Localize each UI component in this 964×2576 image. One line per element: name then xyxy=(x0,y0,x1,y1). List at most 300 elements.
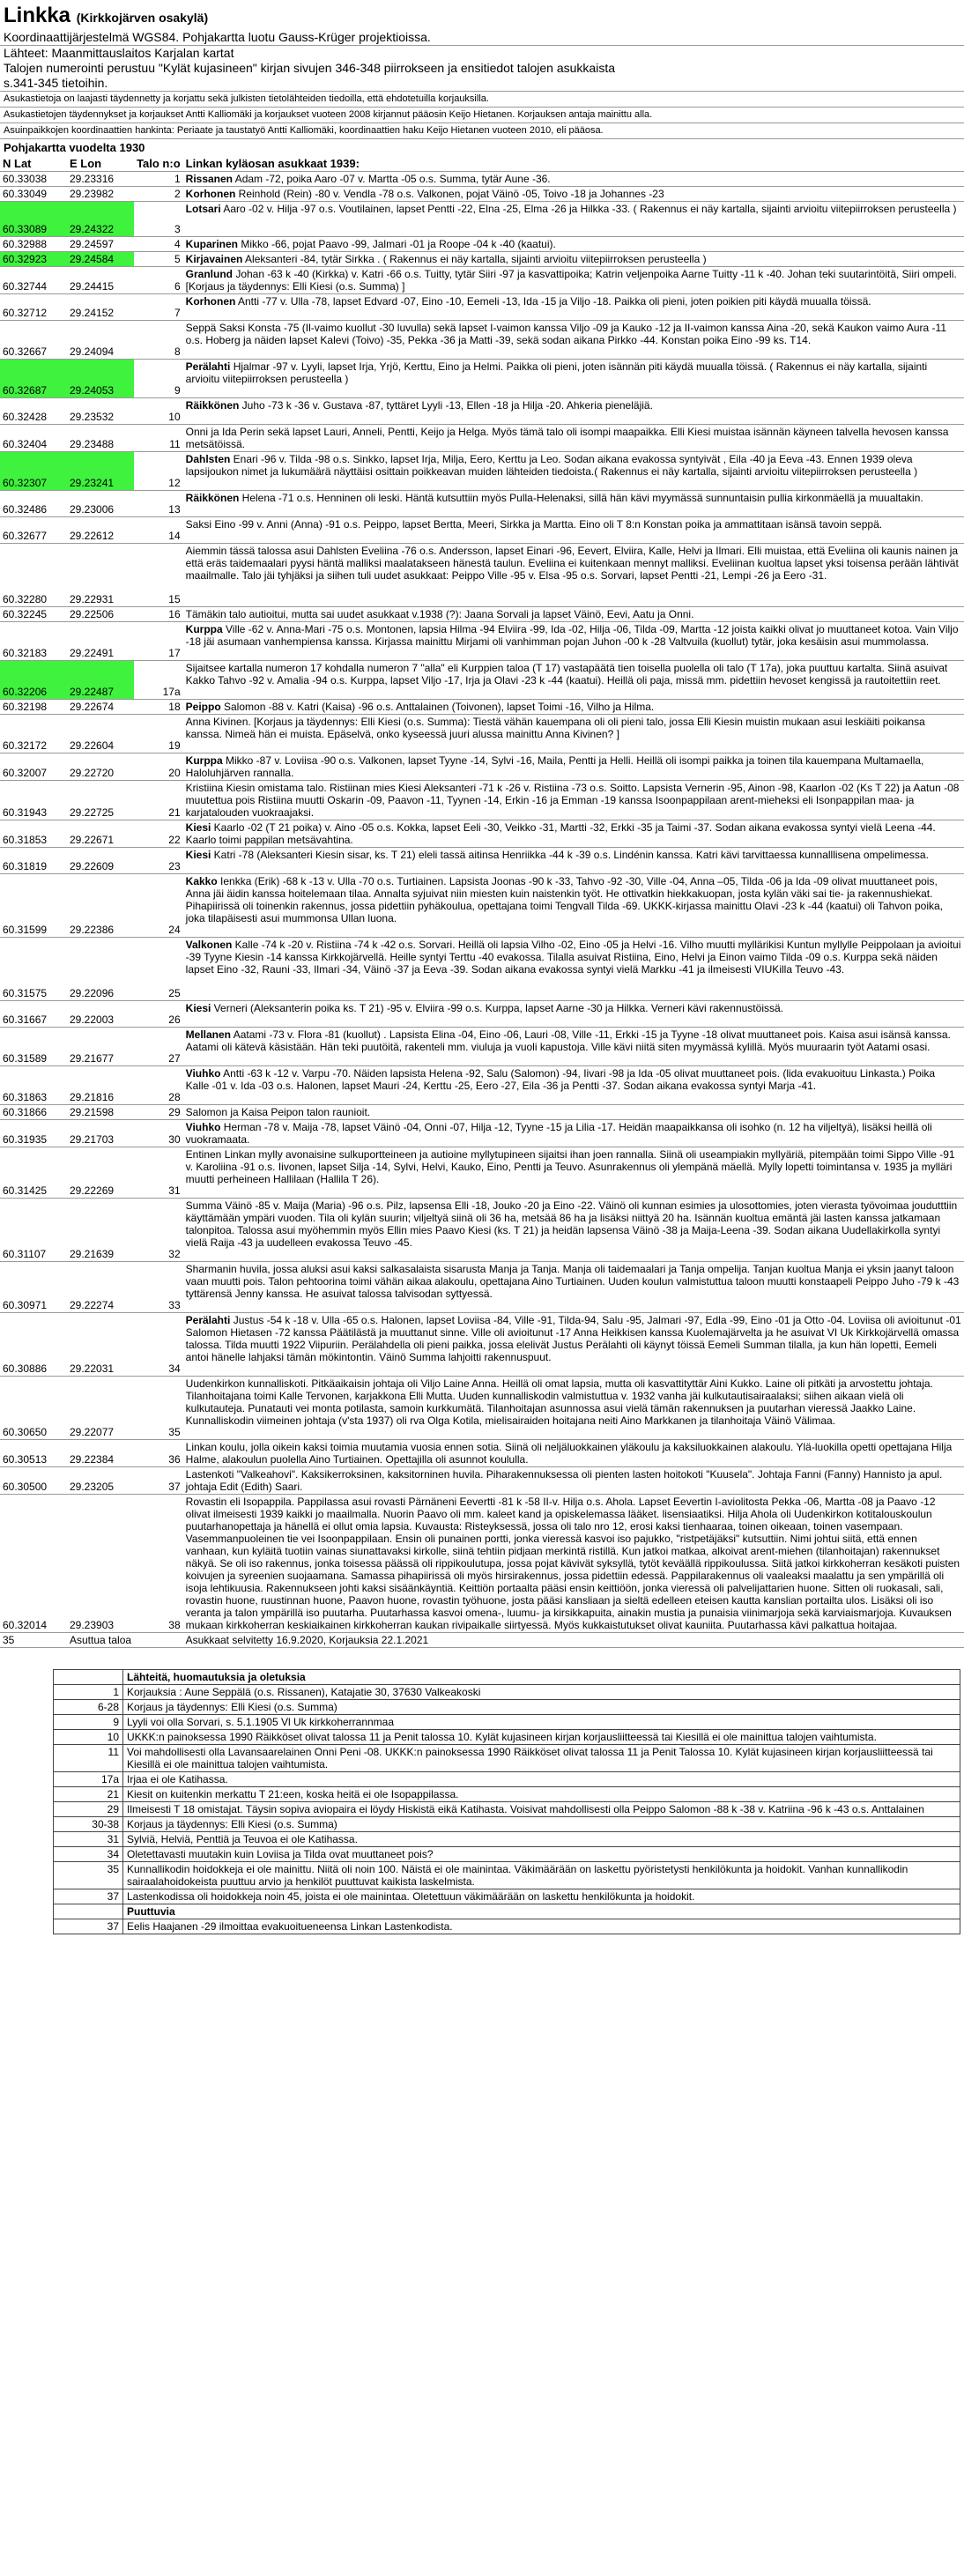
notes-table xyxy=(53,1669,960,1934)
table-row xyxy=(0,753,964,781)
residents-text-cell xyxy=(183,1199,964,1262)
note-text: Sylviä, Helviä, Penttiä ja Teuvoa ei ole Katihassa. xyxy=(123,1832,960,1847)
house-number-cell: 28 xyxy=(134,1066,183,1105)
note-text: Puuttuvia xyxy=(123,1904,960,1919)
latitude-cell: 60.32198 xyxy=(0,700,67,715)
residents-text: Enari -96 v. Tilda -98 o.s. Sinkko, lapset Irja, Milja, Eero, Kerttu ja Leo. Sodan aikana evakossa syntyivät , Eila -40 ja Eeva -43. Ennen 1939 oleva lapsijoukon nimet ja lukumäärä näyttäisi osittain poikkeavan muiden lähteiden tiedoista.( Rakennus ei näy kartalla, sijainti arvioitu viitepiirroksen perusteella ) xyxy=(185,453,918,478)
latitude-cell: 60.31863 xyxy=(0,1066,67,1105)
note-ref: 35 xyxy=(54,1862,123,1889)
table-row xyxy=(0,1199,964,1262)
longitude-cell: 29.21816 xyxy=(67,1066,134,1105)
residents-text-cell xyxy=(183,425,964,452)
residents-text: Reinhold (Rein) -80 v. Vendla -78 o.s. Valkonen, pojat Väinö -05, Toivo -18 ja Johannes -23 xyxy=(235,188,664,200)
residents-text: Sijaitsee kartalla numeron 17 kohdalla numeron 7 "alla" eli Kurppien taloa (T 17) vastapäätä tien toisella puolella oli talo (T 17a), joka puuttuu kartalta. Siinä asuivat Kakko Tahvo -92 v. Amalia -94 o.s. Kurppa, lapset Viljo -17, Irja ja Olavi -23 k -44 (kaatui). Heillä oli paja, missä mm. pidettiin hevoset kengissä ja rautoitettiin reet. xyxy=(185,662,948,687)
table-row xyxy=(0,1001,964,1028)
residents-text: Antti -77 v. Ulla -78, lapset Edvard -07, Eino -10, Eemeli -13, Ida -15 ja Viljo -18. Paikka oli pieni, joten poikien piti käydä muualla töissä. xyxy=(235,295,871,308)
latitude-cell: 60.32428 xyxy=(0,398,67,425)
family-name: Kurppa xyxy=(185,623,223,635)
table-header-row xyxy=(0,156,964,172)
longitude-cell: 29.23488 xyxy=(67,425,134,452)
latitude-cell: 60.31935 xyxy=(0,1120,67,1147)
family-name: Viuhko xyxy=(185,1121,221,1133)
residents-text: Mikko -87 v. Loviisa -90 o.s. Valkonen, lapset Tyyne -14, Sylvi -16, Maila, Pentti ja Helli. Heillä oli isompi paikka ja toinen tila kauempana Multamaella, Haloluhjärven rannalla. xyxy=(185,754,924,779)
longitude-cell: 29.22720 xyxy=(67,753,134,781)
residents-text-cell xyxy=(183,848,964,874)
longitude-cell: 29.22003 xyxy=(67,1001,134,1028)
table-row xyxy=(0,820,964,848)
note-ref: 21 xyxy=(54,1787,123,1802)
latitude-cell: 60.31667 xyxy=(0,1001,67,1028)
residents-text-cell xyxy=(183,1440,964,1467)
note-ref: 11 xyxy=(54,1745,123,1772)
table-row xyxy=(0,1147,964,1199)
table-row xyxy=(0,1495,964,1633)
house-number-cell: 2 xyxy=(134,187,183,202)
note-row xyxy=(54,1772,960,1787)
latitude-cell: 60.31819 xyxy=(0,848,67,874)
house-number-cell: 11 xyxy=(134,425,183,452)
latitude-cell: 60.30886 xyxy=(0,1313,67,1377)
residents-text-cell xyxy=(183,491,964,517)
house-number-cell: 14 xyxy=(134,517,183,544)
longitude-cell: 29.22604 xyxy=(67,715,134,753)
house-number-cell: 24 xyxy=(134,874,183,938)
latitude-cell: 60.32404 xyxy=(0,425,67,452)
latitude-cell: 60.33038 xyxy=(0,172,67,187)
longitude-cell: 29.21677 xyxy=(67,1028,134,1066)
latitude-cell: 60.32183 xyxy=(0,622,67,661)
residents-text: Uudenkirkon kunnalliskoti. Pitkäaikaisin johtaja oli Viljo Laine Anna. Heillä oli omat lapsia, mutta oli kasvattityttär Aini Kukko. Laine oli pitkäti ja arvostettu johtaja. Tilanhoitajana toimi Kalle Tervonen, karjakkona Elli Mutta. Uuden kunnalliskodin valmistuttua v. 1932 vanha jäi kulkutautisairaalaksi; siihen aikaan vielä oli kulkutauteja. Punatauti vei monta potilasta, samoin kurkkumätä. Tilanhoitajan asunnossa asui vielä tämän rakennuksen ja puutarhan vieressä Jaakko Laine. Kunnalliskodin viimeinen johtaja (v'sta 1937) oli rva Olga Kotila, mielisairaiden hoitajana neiti Aino Markkanen ja tilanhoitaja Väinö Välimaa. xyxy=(185,1377,933,1427)
note-ref: 37 xyxy=(54,1919,123,1934)
residents-text-cell xyxy=(183,938,964,1001)
residents-text: Mikko -66, pojat Paavo -99, Jalmari -01 ja Roope -04 k -40 (kaatui). xyxy=(238,238,556,250)
table-row xyxy=(0,360,964,398)
latitude-cell: 60.31575 xyxy=(0,938,67,1001)
table-row xyxy=(0,294,964,321)
residents-text: Justus -54 k -18 v. Ulla -65 o.s. Halonen, lapset Loviisa -84, Ville -91, Tilda-94, Salu -95, Jalmari -97, Edla -99, Eino -01 ja Otto -04. Loviisa oli avioitunut -01 Salomon Hietasen -72 kanssa Päätilästä ja muuttanut sinne. Ville oli avioitunut -17 Anna Heikkisen kanssa Kuolemajärvelta ja he asuivat VI Uk Kirkkojärvellä omassa talossa. Tilda muutti 1922 Viipuriin. Perälahdella oli pieni paikka, jossa elelivät Justus Perälahti oli käynyt töissä Eemeli Summan tilalla, ja kun hän lopetti, Eemeli antoi hänelle lahjaksi tämän mökintontin. Väinö Summa lahjoitti rakennuspuut. xyxy=(185,1314,961,1363)
notes-table-body xyxy=(54,1670,960,1934)
residents-text-cell xyxy=(183,544,964,607)
header-line: Koordinaattijärjestelmä WGS84. Pohjakartta luotu Gauss-Krüger projektioissa. xyxy=(0,30,964,46)
residents-text-cell xyxy=(183,1028,964,1066)
note-row xyxy=(54,1919,960,1934)
house-number-cell: 32 xyxy=(134,1199,183,1262)
note-text: Korjaus ja täydennys: Elli Kiesi (o.s. Summa) xyxy=(123,1817,960,1832)
residents-text: Helena -71 o.s. Henninen oli leski. Häntä kutsuttiin myös Pulla-Helenaksi, sillä hän kävi myymässä sunnuntaisin pullia kirkonmäellä ja muualtakin. xyxy=(239,492,923,504)
table-row xyxy=(0,1066,964,1105)
longitude-cell: 29.22384 xyxy=(67,1440,134,1467)
residents-text-cell xyxy=(183,1001,964,1028)
table-row xyxy=(0,425,964,452)
family-name: Valkonen xyxy=(185,939,233,951)
longitude-cell: 29.23241 xyxy=(67,452,134,491)
latitude-cell: 60.32923 xyxy=(0,252,67,267)
longitude-cell: 29.22491 xyxy=(67,622,134,661)
note-row xyxy=(54,1700,960,1715)
house-number-cell: 9 xyxy=(134,360,183,398)
notes-title: Lähteitä, huomautuksia ja oletuksia xyxy=(123,1670,960,1685)
latitude-cell: 60.31599 xyxy=(0,874,67,938)
residents-text-cell xyxy=(183,1105,964,1120)
house-number-cell xyxy=(134,1633,183,1648)
house-number-cell: 4 xyxy=(134,237,183,252)
longitude-cell: 29.24094 xyxy=(67,321,134,360)
longitude-cell: 29.22506 xyxy=(67,607,134,622)
note-row xyxy=(54,1832,960,1847)
note-ref: 30-38 xyxy=(54,1817,123,1832)
longitude-cell: Asuttua taloa xyxy=(67,1633,134,1648)
longitude-cell: 29.23982 xyxy=(67,187,134,202)
latitude-cell: 60.31943 xyxy=(0,781,67,820)
note-text: UKKK:n painoksessa 1990 Räikköset olivat talossa 11 ja Penit talossa 10. Kylät kujasineen kirjan korjausliitteessä tai Kiesillä ei ole mainittua talojen vaihtumista. xyxy=(123,1730,960,1745)
family-name: Kirjavainen xyxy=(185,253,243,265)
latitude-cell: 60.31853 xyxy=(0,820,67,848)
residents-text: Kalle -74 k -20 v. Ristiina -74 k -42 o.s. Sorvari. Heillä oli lapsia Vilho -02, Eino -05 ja Helvi -16. Vilho muutti myllärikisi Kuntun myllylle Peippolaan ja avioitui -39 Tyyne Kiesin -14 kanssa Kirkkojärvellä. Heille syntyi Terttu -40 evakossa. Tilalla asuivat Ristiina, Eino, Helvi ja Einon vaimo Tilda -09 o.s. Kurppa sekä näiden lapset Eino -32, Rauni -33, Ilmari -34, Väinö -37 ja Eeva -39. Sodan aikana evakossa syntyi vielä Markku -41 ja ilmeisesti VIUKilla Teuvo -43. xyxy=(185,939,961,976)
longitude-cell: 29.21703 xyxy=(67,1120,134,1147)
residents-text-cell xyxy=(183,1147,964,1199)
table-row xyxy=(0,321,964,360)
residents-text: Sharmanin huvila, jossa aluksi asui kaksi salkasalaista sisarusta Manja ja Tanja. Manja oli taidemaalari ja Tanja ompelija. Tanjan kuoltua Manja ei yksin jaanyt taloon vaan muutti pois. Talon pehtoorina toimi vähän aikaa alakoulu, opettajana Aino Turtiainen. Uuden koulun valmistuttua taloon muutti konstaapeli Peippo Juho -79 k -43 tyttärensä Jenny kanssa. He asuivat talossa talvisodan syttyessä. xyxy=(185,1263,960,1300)
residents-text-cell xyxy=(183,874,964,938)
note-ref: 34 xyxy=(54,1847,123,1862)
residents-text-cell xyxy=(183,202,964,237)
note-text: Voi mahdollisesti olla Lavansaarelainen Onni Peni -08. UKKK:n painoksessa 1990 Räikköset olivat talossa 11 ja Penit Talossa 10. Kylät kujasineen kirjan korjausliitteessä tai Kiesillä ei ole mainittua talojen vaihtumista. xyxy=(123,1745,960,1772)
house-number-cell: 21 xyxy=(134,781,183,820)
house-number-cell: 13 xyxy=(134,491,183,517)
residents-text-cell xyxy=(183,398,964,425)
house-number-cell: 17a xyxy=(134,661,183,700)
note-row xyxy=(54,1847,960,1862)
latitude-cell: 60.31425 xyxy=(0,1147,67,1199)
house-number-cell: 17 xyxy=(134,622,183,661)
longitude-cell: 29.21598 xyxy=(67,1105,134,1120)
note-text: Korjauksia : Aune Seppälä (o.s. Rissanen), Katajatie 30, 37630 Valkeakoski xyxy=(123,1685,960,1700)
family-name: Kiesi xyxy=(185,821,211,834)
family-name: Perälahti xyxy=(185,1314,231,1326)
residents-text: Antti -63 k -12 v. Varpu -70. Näiden lapsista Helena -92, Salu (Salomon) -94, Iivari -98 ja Ida -05 olivat muuttaneet pois. (lida evakuoituu Linkasta.) Poika Kalle -01 v. Ida -03 o.s. Halonen, lapset Mauri -24, Kerttu -25, Eero -27, Eila -36 ja Pentti -37. Sodan aikana evakossa syntyi Marja -41. xyxy=(185,1067,936,1092)
note-text: Lyyli voi olla Sorvari, s. 5.1.1905 Vl Uk kirkkoherrannmaa xyxy=(123,1715,960,1730)
residents-text-cell xyxy=(183,360,964,398)
table-row xyxy=(0,1105,964,1120)
residents-text: Anna Kivinen. [Korjaus ja täydennys: Elli Kiesi (o.s. Summa): Tiestä vähän kauempana oli oli pieni talo, jossa Elli Kiesin muistin mukaan asui leskiäiti poikansa kanssa. Nimeä hän ei muista. Epäselvä, onko kyseessä juuri alussa mainittu Anna Kivinen? ] xyxy=(185,716,925,740)
note-row xyxy=(54,1730,960,1745)
latitude-cell: 60.32280 xyxy=(0,544,67,607)
residents-text: Adam -72, poika Aaro -07 v. Martta -05 o.s. Summa, tytär Aune -36. xyxy=(233,173,551,185)
house-number-cell: 29 xyxy=(134,1105,183,1120)
longitude-cell: 29.22671 xyxy=(67,820,134,848)
longitude-cell: 29.23903 xyxy=(67,1495,134,1633)
residents-text-cell xyxy=(183,452,964,491)
longitude-cell: 29.23316 xyxy=(67,172,134,187)
house-number-cell: 36 xyxy=(134,1440,183,1467)
residents-text: Katri -78 (Aleksanteri Kiesin sisar, ks. T 21) eleli tassä aitinsa Henriikka -44 k -39 o.s. Lindénin kanssa. Katri kävi tarvittaessa kunnalllisena ompelimessa. xyxy=(211,849,929,861)
latitude-cell: 60.33049 xyxy=(0,187,67,202)
latitude-cell: 60.32687 xyxy=(0,360,67,398)
table-row xyxy=(0,252,964,267)
residents-text: Aiemmin tässä talossa asui Dahlsten Eveliina -76 o.s. Andersson, lapset Einari -96, Eevert, Elviira, Kalle, Helvi ja Ilmari. Elli muistaa, että Eveliina oli kaunis nainen ja että eräs taidemaalari pyysi häntä malliksi maalatakseen hänestä taulun. Eveliina ei kuitenkaan mennyt malliksi. Eveliinan kuoltua lapset yksi toisensa perään lähtivät maailmalle. Talo jäi tyhjäksi ja siihen tuli uudet asukkaat: Peippo Ville -95 v. Elsa -95 o.s. Sorvari, lapset Pentti -21, Lempi -26 ja Eero -31. xyxy=(185,545,959,582)
longitude-cell: 29.24584 xyxy=(67,252,134,267)
house-number-cell: 35 xyxy=(134,1377,183,1440)
family-name: Granlund xyxy=(185,268,233,280)
residents-text-cell xyxy=(183,661,964,700)
summary-row xyxy=(0,1633,964,1648)
residents-text-cell xyxy=(183,267,964,294)
header-line: s.341-345 tietoihin. xyxy=(0,76,964,92)
residents-text: Saksi Eino -99 v. Anni (Anna) -91 o.s. Peippo, lapset Bertta, Meeri, Sirkka ja Martta. Eino oli T 8:n Konstan poika ja ammattitaan isänsä tavoin seppä. xyxy=(185,518,883,531)
residents-text-cell xyxy=(183,1313,964,1377)
residents-text: Kristiina Kiesin omistama talo. Ristiinan mies Kiesi Aleksanteri -71 k -26 v. Ristiina -73 o.s. Soitto. Lapsista Vernerin -95, Ainon -98, Kaarlon -02 (Ks T 22) ja Aatun -08 muutettua pois Ristiina muutti Oskarin -09, Paavon -11, Tyynen -14, Erkin -16 ja Emman -19 kanssa Isoonpappilaan arent-mieheksi eli Isonpappilan maa- ja karjatalouden vuokraajaksi. xyxy=(185,782,960,819)
residents-text-cell xyxy=(183,1633,964,1648)
longitude-cell: 29.24597 xyxy=(67,237,134,252)
village-subtitle: (Kirkkojärven osakylä) xyxy=(76,11,209,25)
longitude-cell: 29.23205 xyxy=(67,1467,134,1495)
house-number-cell: 15 xyxy=(134,544,183,607)
residents-text-cell xyxy=(183,622,964,661)
longitude-cell: 29.22609 xyxy=(67,848,134,874)
residents-text-cell xyxy=(183,321,964,360)
header-line: Lähteet: Maanmittauslaitos Karjalan kartat xyxy=(4,46,234,60)
document-title xyxy=(0,0,964,30)
longitude-cell: 29.21639 xyxy=(67,1199,134,1262)
longitude-cell: 29.22674 xyxy=(67,700,134,715)
col-text-header: Linkan kyläosan asukkaat 1939: xyxy=(183,156,964,172)
longitude-cell: 29.23532 xyxy=(67,398,134,425)
note-text: Ilmeisesti T 18 omistajat. Täysin sopiva aviopaira ei löydy Hiskistä eikä Katihasta. Voisivat mahdollisesti olla Peippo Salomon -88 k -38 v. Katriina -96 k -43 o.s. Anttalainen xyxy=(123,1802,960,1817)
table-row xyxy=(0,452,964,491)
latitude-cell: 35 xyxy=(0,1633,67,1648)
family-name: Kuparinen xyxy=(185,238,238,250)
header-line: Talojen numerointi perustuu "Kylät kujasineen" kirjan sivujen 346-348 piirrokseen ja ensitiedot talojen asukkaista xyxy=(4,61,616,75)
latitude-cell: 60.32172 xyxy=(0,715,67,753)
latitude-cell: 60.32744 xyxy=(0,267,67,294)
house-number-cell: 34 xyxy=(134,1313,183,1377)
note-ref: 31 xyxy=(54,1832,123,1847)
longitude-cell: 29.22096 xyxy=(67,938,134,1001)
table-row xyxy=(0,1467,964,1495)
residents-text-cell xyxy=(183,1262,964,1313)
family-name: Kurppa xyxy=(185,754,223,767)
note-ref: 10 xyxy=(54,1730,123,1745)
note-row xyxy=(54,1745,960,1772)
note-text: Korjaus ja täydennys: Elli Kiesi (o.s. Summa) xyxy=(123,1700,960,1715)
table-row xyxy=(0,1377,964,1440)
note-row xyxy=(54,1904,960,1919)
residents-text-cell xyxy=(183,715,964,753)
house-number-cell: 8 xyxy=(134,321,183,360)
house-number-cell: 10 xyxy=(134,398,183,425)
residents-text: Hjalmar -97 v. Lyyli, lapset Irja, Yrjö, Kerttu, Eino ja Helmi. Paikka oli pieni, joten isännän piti käydä muualla töissä. ( Rakennus ei näy kartalla, sijainti arvioitu viitepiirroksen perusteella ) xyxy=(185,360,928,385)
table-row xyxy=(0,661,964,700)
family-name: Perälahti xyxy=(185,360,231,373)
house-number-cell: 3 xyxy=(134,202,183,237)
house-number-cell: 25 xyxy=(134,938,183,1001)
residents-text-cell xyxy=(183,820,964,848)
residents-text-cell xyxy=(183,700,964,715)
residents-text: Tämäkin talo autioitui, mutta sai uudet asukkaat v.1938 (?): Jaana Sorvali ja lapset Väinö, Eevi, Aatu ja Onni. xyxy=(185,608,694,620)
note-row xyxy=(54,1817,960,1832)
residents-text: Seppä Saksi Konsta -75 (Il-vaimo kuollut -30 luvulla) sekä lapset I-vaimon kanssa Viljo -09 ja Kauko -12 ja II-vaimon kanssa Aina -20, sekä Kaukon vaimo Aura -11 o.s. Hoberg ja näiden lapset Kalevi (Toivo) -35, Pekka -36 ja Matti -39, sekä sodan aikana Pirkko -44. Konstan poika Eino -99 ks. T14. xyxy=(185,322,946,346)
family-name: Lotsari xyxy=(185,203,221,215)
table-row xyxy=(0,874,964,938)
residents-text-cell xyxy=(183,1467,964,1495)
header-block xyxy=(0,30,964,92)
residents-text: Kaarlo -02 (T 21 poika) v. Aino -05 o.s. Kokka, lapset Eeli -30, Veikko -31, Martti -32, Erkki -35 ja Taimi -37. Sodan aikana evakossa syntyi vielä Leena -44. Kaarlo toimi pappilan metsävahtina. xyxy=(185,821,936,846)
table-row xyxy=(0,398,964,425)
longitude-cell: 29.22612 xyxy=(67,517,134,544)
col-no-header: Talo n:o xyxy=(134,156,183,172)
residents-text: Ville -62 v. Anna-Mari -75 o.s. Montonen, lapsia Hilma -94 Elviira -99, Ida -02, Hilja -06, Tilda -09, Martta -12 joista kaikki olivat jo muuttaneet kotoa. Vain Viljo -18 jäi asumaan vanhempiensa kanssa. Kirjassa mainittu Mirjami oli vanhimman pojan Juhon -00 k -28 Valtvuila (kuollut) tytär, joka kesäisin asui mummolassa. xyxy=(185,623,959,648)
residents-text-cell xyxy=(183,1495,964,1633)
house-number-cell: 38 xyxy=(134,1495,183,1633)
longitude-cell: 29.22931 xyxy=(67,544,134,607)
residents-text: Salomon ja Kaisa Peipon talon raunioit. xyxy=(185,1106,371,1118)
note-row xyxy=(54,1889,960,1904)
small-note: Asukastietojen täydennykset ja korjaukset Antti Kalliomäki ja korjaukset vuoteen 2008 kirjannut pääosin Keijo Hietanen. Korjauksen antaja mainittu alla. xyxy=(0,108,964,123)
residents-text: Herman -78 v. Maija -78, lapset Väinö -04, Onni -07, Hilja -12, Tyyne -15 ja Lilia -17. Heidän maapaikkansa oli isohko (n. 12 ha viljeltyä), lisäksi heillä oli vuokramaata. xyxy=(185,1121,932,1146)
note-row xyxy=(54,1802,960,1817)
table-row xyxy=(0,267,964,294)
residents-text: Lastenkoti "Valkeahovi". Kaksikerroksinen, kaksitorninen huvila. Piharakennuksessa oli pienten lasten hoitokoti "Kuusela". Johtaja Fanni (Fanny) Hannisto ja apul. johtaja Edit (Edith) Saari. xyxy=(185,1468,943,1493)
latitude-cell: 60.32245 xyxy=(0,607,67,622)
residents-text-cell xyxy=(183,294,964,321)
table-row xyxy=(0,237,964,252)
latitude-cell: 60.31866 xyxy=(0,1105,67,1120)
latitude-cell: 60.32667 xyxy=(0,321,67,360)
family-name: Viuhko xyxy=(185,1067,221,1080)
table-row xyxy=(0,491,964,517)
residents-table-body xyxy=(0,172,964,1648)
family-name: Rissanen xyxy=(185,173,234,185)
house-number-cell: 7 xyxy=(134,294,183,321)
family-name: Peippo xyxy=(185,701,221,713)
house-number-cell: 19 xyxy=(134,715,183,753)
table-row xyxy=(0,781,964,820)
small-note: Asukastietoja on laajasti täydennetty ja korjattu sekä julkisten tietolähteiden tiedoilla, että ehdotetuilla korjauksilla. xyxy=(0,92,964,108)
house-number-cell: 20 xyxy=(134,753,183,781)
village-name: Linkka xyxy=(4,4,71,27)
longitude-cell: 29.23006 xyxy=(67,491,134,517)
latitude-cell: 60.30513 xyxy=(0,1440,67,1467)
note-text: Kunnallikodin hoidokkeja ei ole mainittu. Niitä oli noin 100. Näistä ei ole mainintaa. Väkimäärään on laskettu pyöristetysti henkilökunta ja hoidokit. Vanhan kunnallikodin sairaalahoidokeista puuttuu arvio ja henkilöt puuttuvat kaikista laskelmista. xyxy=(123,1862,960,1889)
col-lon-header: E Lon xyxy=(67,156,134,172)
latitude-cell: 60.30500 xyxy=(0,1467,67,1495)
longitude-cell: 29.22487 xyxy=(67,661,134,700)
note-text: Eelis Haajanen -29 ilmoittaa evakuoitueneensa Linkan Lastenkodista. xyxy=(123,1919,960,1934)
family-name: Räikkönen xyxy=(185,399,240,412)
table-row xyxy=(0,202,964,237)
residents-text: Aleksanteri -84, tytär Sirkka . ( Rakennus ei näy kartalla, sijainti arvioitu viitepiirroksen perusteella ) xyxy=(242,253,707,265)
note-row xyxy=(54,1787,960,1802)
residents-text: Salomon -88 v. Katri (Kaisa) -96 o.s. Anttalainen (Toivonen), lapset Toimi -16, Vilho ja Hilma. xyxy=(220,701,655,713)
residents-text: Verneri (Aleksanterin poika ks. T 21) -95 v. Elviira -99 o.s. Kurppa, lapset Aarne -30 ja Hilkka. Verneri kävi rakennustöissä. xyxy=(211,1002,783,1014)
house-number-cell: 5 xyxy=(134,252,183,267)
notes-title-row xyxy=(54,1670,960,1685)
latitude-cell: 60.32988 xyxy=(0,237,67,252)
table-row xyxy=(0,544,964,607)
family-name: Räikkönen xyxy=(185,492,240,504)
col-lat-header: N Lat xyxy=(0,156,67,172)
longitude-cell: 29.22386 xyxy=(67,874,134,938)
residents-text: Linkan koulu, jolla oikein kaksi toimia muutamia vuosia ennen sotia. Siinä oli neljäluokkainen yläkoulu ja kaksiluokkainen alakoulu. Ylä-luokilla opetti opettajana Hilja Halme, alakoulun puolella Aino Turtiainen. Opettajilla oli asunnot koululla. xyxy=(185,1441,953,1466)
house-number-cell: 18 xyxy=(134,700,183,715)
residents-text: Rovastin eli Isopappila. Pappilassa asui rovasti Pärnäneni Eevertti -81 k -58 II-v. Hilja o.s. Ahola. Lapset Eevertin I-aviolitosta Pekka -06, Martta -08 ja Paavo -12 olivat ilmeisesti 1939 kaikki jo maailmalla. Nuorin Paavo oli mm. kaleet kand ja opiskelemassa lääket. lisensiaatiksi. Hilja Ahola oli Uudenkirkon kotitalouskoulun puutarhanopettaja ja hänellä ei ollut omia lapsia. Kuvausta: Risteyksessä, jossa oli talo nro 12, erosi kaksi tienhaaraa, toinen oikeaan, toinen vasempaan. Vasemmanpuoleinen tie vei Isoonpappilaan. Ensin oli punainen portti, jonka vieressä kasvoi iso pajukko, "ristpetäjäksi" kutsuttiin. Nimi johtui siitä, että ennen vanhaan, kun kyläitä tuotiin vainas siunattavaksi kirkolle, siinä tehtiin pidjaan merkintä ristillä. Kun jatkoi matkaa, alkoivat arent-miehen (tilanhoitajan) rakennukset näkyä. Se oli iso rakennus, jonka toisessa päässä oli rippikoulutupa, jossa pojat kävivät syksyllä, tytöt keväällä rippikoulussa. Siitä jatkoi kirkkoherran kesäkoti puisten koivujen ja syreenien suojaamana. Samassa pihapiirissä oli myös hirsirakennus, jossa pidettiin edessä. Pappilarakennus oli vaaleaksi maalattu ja sen ympärillä oli isoja lehtikuusia. Rakennukseen johti kaksi sisäänkäyntiä. Keittiön portaalta pääsi ensin keittiöön, jonka vieressä oli palvelijattarien huone. Sitten oli ruokasali, sali, rovastin huone, ruustinnan huone, Paavon huone, rovastin työhuone, josta pääsi kansliaan ja sieltä edelleen eteisen kautta kanslian portailta ulos. Lisäksi oli iso veranta ja talon ympärillä iso puutarha. Puutarhassa kasvoi omena-, luumu- ja kirsikkapuita, ainakin mustia ja punaisia viinimarjoja sekä karviaismarjoja. Kuvauksen mukaan kirkkoherran keskiaikainen kirkkoherran kaukan rivipaikalle siirtyessä. Myös kukkaistutukset olivat kauniita. Puutarhassa kävi palkattua hoitajaa. xyxy=(185,1496,960,1631)
latitude-cell: 60.31589 xyxy=(0,1028,67,1066)
longitude-cell: 29.22031 xyxy=(67,1313,134,1377)
residents-text: Asukkaat selvitetty 16.9.2020, Korjauksia 22.1.2021 xyxy=(185,1634,429,1646)
note-ref: 1 xyxy=(54,1685,123,1700)
longitude-cell: 29.22077 xyxy=(67,1377,134,1440)
table-row xyxy=(0,607,964,622)
latitude-cell: 60.33089 xyxy=(0,202,67,237)
residents-text: Entinen Linkan mylly avonaisine sulkuportteineen ja autioine myllytupineen sijaitsi ihan joen rannalla. Siinä oli useampiakin myllyäriä, pitempään toimi Sippo Ville -91 v. Karoliina -91 o.s. Iivonen, lapset Silja -14, Sylvi, Helvi, Kauko, Eino, Pentti ja Teuvo. Asunrakennus oli ylempänä mäellä. Mylly lopetti toimintansa v. 1935 ja mylläri muutti perheineen Hallilaan (Hallila T 26). xyxy=(185,1148,955,1185)
longitude-cell: 29.22269 xyxy=(67,1147,134,1199)
note-ref xyxy=(54,1904,123,1919)
house-number-cell: 26 xyxy=(134,1001,183,1028)
family-name: Mellanen xyxy=(185,1028,232,1041)
residents-text-cell xyxy=(183,607,964,622)
section-title: Pohjakartta vuodelta 1930 xyxy=(4,141,145,154)
family-name: Kiesi xyxy=(185,1002,211,1014)
residents-text-cell xyxy=(183,1377,964,1440)
small-notes xyxy=(0,92,964,139)
residents-text-cell xyxy=(183,172,964,187)
house-number-cell: 23 xyxy=(134,848,183,874)
latitude-cell: 60.30650 xyxy=(0,1377,67,1440)
note-row xyxy=(54,1862,960,1889)
table-row xyxy=(0,715,964,753)
longitude-cell: 29.24415 xyxy=(67,267,134,294)
longitude-cell: 29.24152 xyxy=(67,294,134,321)
longitude-cell: 29.24053 xyxy=(67,360,134,398)
residents-text: Onni ja Ida Perin sekä lapset Lauri, Anneli, Pentti, Keijo ja Helga. Myös tämä talo oli isompi maapaikka. Elli Kiesi muistaa isännän käyneen talvella hevosen kanssa metsätöissä. xyxy=(185,426,949,450)
residents-text: Ienkka (Erik) -68 k -13 v. Ulla -70 o.s. Turtiainen. Lapsista Joonas -90 k -33, Tahvo -92 -30, Ville -04, Anna –05, Tilda -06 ja Ida -09 olivat muuttaneet pois, Anna jäi äidin kanssa hoitelemaan tilaa. Annalta syjuivat niin miesten kuin naistenkin työt. He ottivatkin hiekkakuopan, josta kylän väki sai tie- ja rakennushiekat. Pihapiirissä oli toinenkin rakennus, jossa pidettiin pyhäkoulua, opettajana toimi Tengvall Tilda -69. UKKK-kirjassa mainittu Olavi -23 k -44 (kaatui) oli Tahvon poika, joka tilapäisesti asui mummonsa Ullan luona. xyxy=(185,875,943,924)
table-row xyxy=(0,1313,964,1377)
residents-text-cell xyxy=(183,753,964,781)
residents-text: Summa Väinö -85 v. Maija (Maria) -96 o.s. Pilz, lapsensa Elli -18, Jouko -20 ja Eino -22. Väinö oli kunnan esimies ja ulosottomies, joten vierasta työvoimaa joudutttiin käyttämään ympäri vuoden. Tila oli kylän suurin; viljeltyä siinä oli 36 ha, metsää 86 ha ja lisäksi niittyä 20 ha. Isännän kuoltua emäntä jäi lasten kanssa jatkamaan talonpitoa. Talossa asui myöhemmin myös Ellin mies Paavo Kiesi (ks. T 21) ja heidän lapsensa Väinö -38 ja Maija-Leena -39. Sodan aikana Uudellakirkolla syntyi vielä Raija -43 ja uudelleen evakossa Teuvo -45. xyxy=(185,1199,958,1249)
family-name: Korhonen xyxy=(185,188,236,200)
residents-text-cell xyxy=(183,1120,964,1147)
residents-text: Aatami -73 v. Flora -81 (kuollut) . Lapsista Elina -04, Eino -06, Lauri -08, Ville -11, Erkki -15 ja Tyyne -18 olivat muuttaneet pois. Kaisa asui isänsä kanssa. Aatami oli kätevä käsistään. Hän teki puutöitä, rakenteli mm. viuluja ja vuoli kapustoja. Ville kävi niitä siten myymässä kylillä. Myös muuraarin työt Aatami osasi. xyxy=(185,1028,951,1053)
house-number-cell: 6 xyxy=(134,267,183,294)
table-row xyxy=(0,1028,964,1066)
longitude-cell: 29.22725 xyxy=(67,781,134,820)
latitude-cell: 60.32486 xyxy=(0,491,67,517)
house-number-cell: 27 xyxy=(134,1028,183,1066)
note-text: Lastenkodissa oli hoidokkeja noin 45, joista ei ole mainintaa. Oletettuun väkimäärään on laskettu henkilökunta ja hoidokit. xyxy=(123,1889,960,1904)
house-number-cell: 16 xyxy=(134,607,183,622)
house-number-cell: 12 xyxy=(134,452,183,491)
latitude-cell: 60.32712 xyxy=(0,294,67,321)
table-row xyxy=(0,1262,964,1313)
note-ref: 17a xyxy=(54,1772,123,1787)
residents-table xyxy=(0,156,964,1648)
table-row xyxy=(0,848,964,874)
family-name: Dahlsten xyxy=(185,453,231,465)
table-row xyxy=(0,622,964,661)
residents-text-cell xyxy=(183,252,964,267)
family-name: Kiesi xyxy=(185,849,211,861)
house-number-cell: 31 xyxy=(134,1147,183,1199)
residents-text: Aaro -02 v. Hilja -97 o.s. Voutilainen, lapset Pentti -22, Elna -25, Elma -26 ja Hilkka -33. ( Rakennus ei näy kartalla, sijainti arvioitu viitepiirroksen perusteella ) xyxy=(220,203,957,215)
house-number-cell: 33 xyxy=(134,1262,183,1313)
note-text: Irjaa ei ole Katihassa. xyxy=(123,1772,960,1787)
residents-text: Juho -73 k -36 v. Gustava -87, tyttäret Lyyli -13, Ellen -18 ja Hilja -20. Ahkeria pieneläjiä. xyxy=(239,399,653,412)
residents-text-cell xyxy=(183,187,964,202)
house-number-cell: 1 xyxy=(134,172,183,187)
residents-text: Johan -63 k -40 (Kirkka) v. Katri -66 o.s. Tuitty, tytär Siiri -97 ja kasvattipoika; Katrin veljenpoika Aarne Tuitty -11 k -40. Johan teki suutarintöitä, Siiri ompeli. [Korjaus ja täydennys: Elli Kiesi (o.s. Summa) ] xyxy=(185,268,957,293)
residents-text-cell xyxy=(183,781,964,820)
latitude-cell: 60.32007 xyxy=(0,753,67,781)
